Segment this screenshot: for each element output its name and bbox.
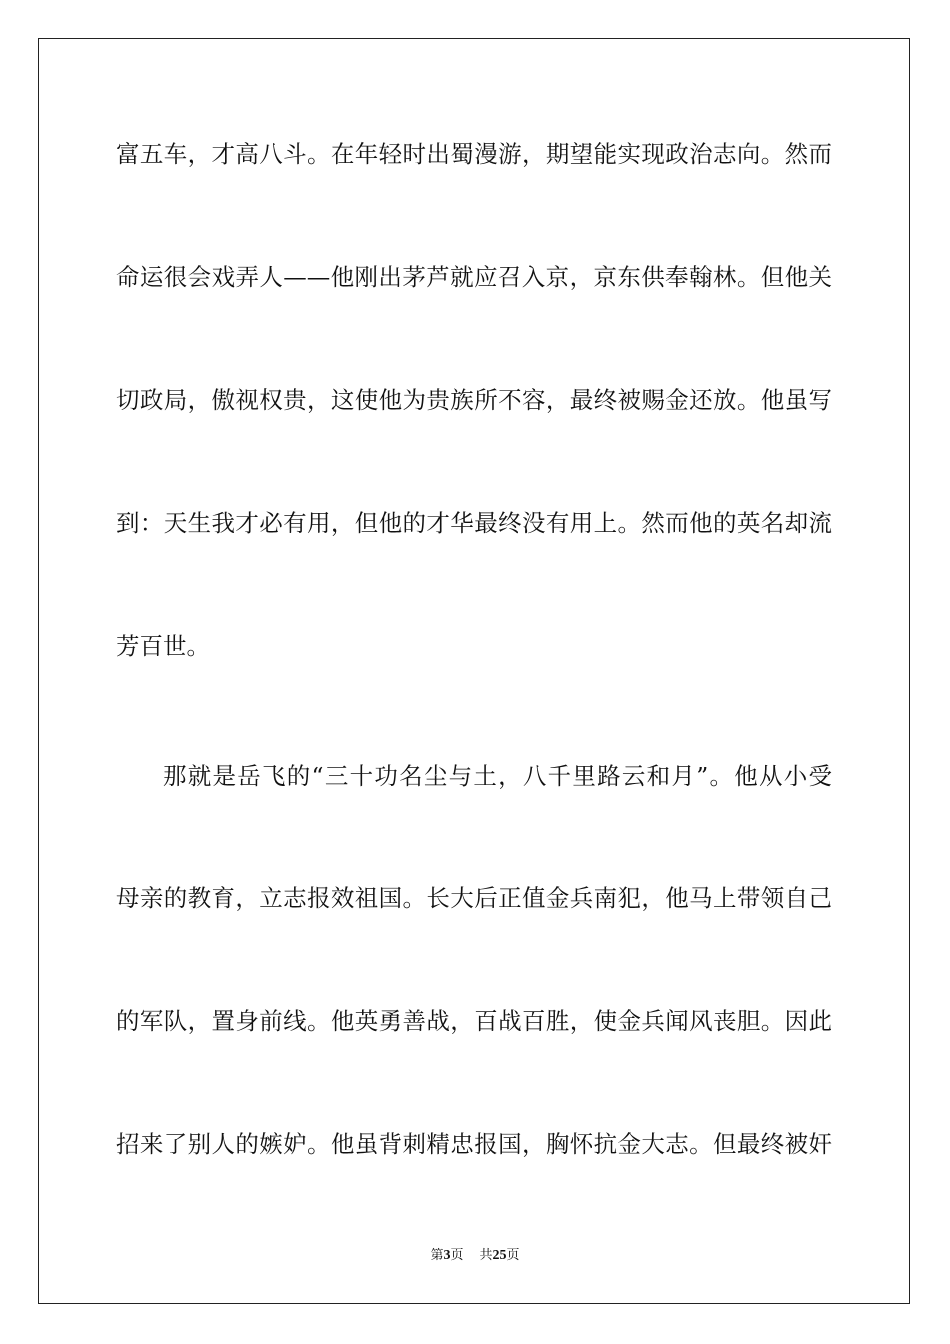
body-text-line-1: 富五车，才高八斗。在年轻时出蜀漫游，期望能实现政治志向。然而 bbox=[116, 140, 832, 168]
page-prefix: 第 bbox=[430, 1248, 444, 1263]
body-text-line-3: 切政局，傲视权贵，这使他为贵族所不容，最终被赐金还放。他虽写 bbox=[116, 386, 832, 414]
body-text-line-6: 那就是岳飞的“三十功名尘与土，八千里路云和月”。他从小受 bbox=[163, 762, 832, 790]
page-border bbox=[38, 38, 910, 1304]
page-suffix: 页 bbox=[450, 1248, 464, 1263]
total-pages: 25 bbox=[492, 1248, 507, 1263]
total-prefix: 共 bbox=[479, 1248, 493, 1263]
body-text-line-4: 到：天生我才必有用，但他的才华最终没有用上。然而他的英名却流 bbox=[116, 509, 832, 537]
page-number: 3 bbox=[443, 1248, 451, 1263]
body-text-line-8: 的军队，置身前线。他英勇善战，百战百胜，使金兵闻风丧胆。因此 bbox=[116, 1007, 832, 1035]
body-text-line-2: 命运很会戏弄人——他刚出茅芦就应召入京，京东供奉翰林。但他关 bbox=[116, 263, 832, 291]
page-footer bbox=[0, 1246, 950, 1266]
body-text-line-7: 母亲的教育，立志报效祖国。长大后正值金兵南犯，他马上带领自己 bbox=[116, 884, 832, 912]
total-suffix: 页 bbox=[506, 1248, 520, 1263]
body-text-line-5: 芳百世。 bbox=[116, 632, 210, 660]
body-text-line-9: 招来了别人的嫉妒。他虽背刺精忠报国，胸怀抗金大志。但最终被奸 bbox=[116, 1130, 832, 1158]
